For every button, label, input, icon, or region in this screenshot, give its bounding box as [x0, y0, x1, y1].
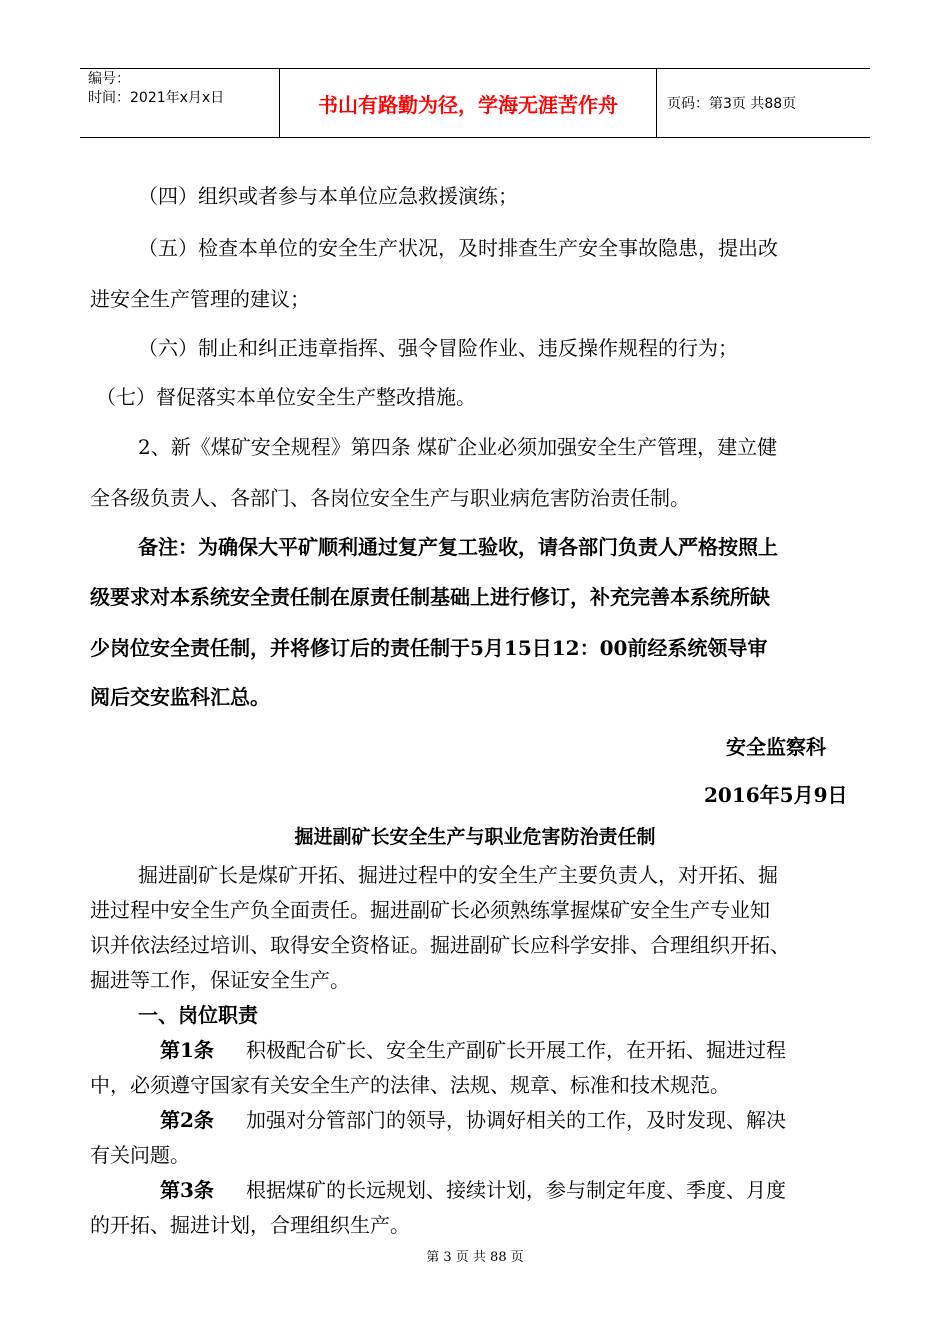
- article-line: 根据煤矿的长远规划、接续计划，参与制定年度、季度、月度: [246, 1178, 786, 1202]
- header-motto: 书山有路勤为径，学海无涯苦作舟: [280, 69, 657, 137]
- duties-heading: 一、岗位职责: [138, 1003, 258, 1027]
- notice-line: （五）检查本单位的安全生产状况，及时排查生产安全事故隐患，提出改: [138, 236, 778, 260]
- article-label: 第3条: [160, 1178, 214, 1202]
- notice-line: 2、新《煤矿安全规程》第四条 煤矿企业必须加强安全生产管理，建立健: [138, 435, 778, 459]
- notice-line: （四）组织或者参与本单位应急救援演练；: [138, 184, 518, 208]
- notice-line: （六）制止和纠正违章指挥、强令冒险作业、违反操作规程的行为；: [138, 336, 738, 360]
- header-number-label: 编号：: [88, 71, 130, 87]
- article-line: 积极配合矿长、安全生产副矿长开展工作，在开拓、掘进过程: [246, 1038, 786, 1062]
- page-footer: 第 3 页 共 88 页: [426, 1250, 524, 1265]
- notice-line: 进安全生产管理的建议；: [90, 287, 310, 311]
- article-label: 第2条: [160, 1108, 214, 1132]
- article-line: 加强对分管部门的领导，协调好相关的工作，及时发现、解决: [246, 1108, 786, 1132]
- intro-line: 掘进副矿长是煤矿开拓、掘进过程中的安全生产主要负责人，对开拓、掘: [138, 863, 778, 887]
- notice-line: （七）督促落实本单位安全生产整改措施。: [96, 385, 476, 409]
- header-meta: [80, 69, 280, 137]
- header-time-label: 时间：2021年x月x日: [88, 90, 225, 106]
- article-line: 的开拓、掘进计划，合理组织生产。: [90, 1213, 410, 1237]
- article-line: 中，必须遵守国家有关安全生产的法律、法规、规章、标准和技术规范。: [90, 1073, 730, 1097]
- signature-department: 安全监察科: [726, 735, 826, 759]
- intro-line: 识并依法经过培训、取得安全资格证。掘进副矿长应科学安排、合理组织开拓、: [90, 933, 790, 957]
- header-page-info: 页码：第3页 共88页: [667, 96, 797, 112]
- article-line: 有关问题。: [90, 1143, 190, 1167]
- intro-line: 掘进等工作，保证安全生产。: [90, 968, 350, 992]
- remark-line: 少岗位安全责任制，并将修订后的责任制于5月15日12：00前经系统领导审: [90, 636, 768, 660]
- article-label: 第1条: [160, 1038, 214, 1062]
- remark-line: 阅后交安监科汇总。: [90, 685, 270, 709]
- intro-line: 进过程中安全生产负全面责任。掘进副矿长必须熟练掌握煤矿安全生产专业知: [90, 898, 770, 922]
- remark-line: 备注：为确保大平矿顺利通过复产复工验收，请各部门负责人严格按照上: [138, 535, 778, 559]
- signature-date: 2016年5月9日: [704, 783, 848, 807]
- remark-line: 级要求对本系统安全责任制在原责任制基础上进行修订，补充完善本系统所缺: [90, 585, 770, 609]
- document-header: [80, 68, 870, 138]
- section-title: 掘进副矿长安全生产与职业危害防治责任制: [294, 826, 656, 848]
- notice-line: 全各级负责人、各部门、各岗位安全生产与职业病危害防治责任制。: [90, 486, 690, 510]
